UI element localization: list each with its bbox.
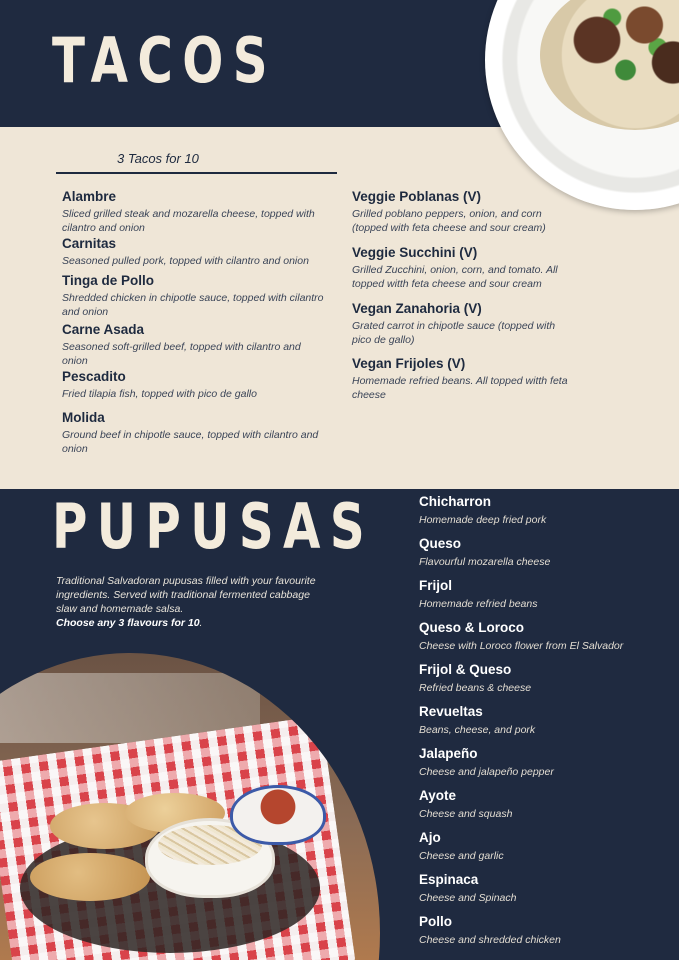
flavor-desc: Homemade deep fried pork [419,514,547,526]
menu-item [62,272,327,319]
flavor-name: Ayote [419,788,457,803]
flavor-name: Jalapeño [419,746,478,761]
tacos-title: TACOS [52,24,277,97]
menu-item [352,300,572,347]
menu-item [352,355,582,402]
flavor-name: Pollo [419,914,452,929]
menu-item-desc: Grilled Zucchini, onion, corn, and tomato. All topped witth feta cheese and sour cream [352,264,558,290]
flavor-desc: Beans, cheese, and pork [419,724,536,736]
menu-item-desc: Grilled poblano peppers, onion, and corn (topped with feta cheese and sour cream) [352,208,546,234]
flavor-item [419,745,669,779]
flavor-item [419,493,669,527]
flavor-desc: Cheese and squash [419,808,513,820]
menu-item-desc: Seasoned pulled pork, topped with cilantro and onion [62,255,309,267]
flavor-name: Revueltas [419,704,483,719]
flavor-name: Espinaca [419,872,479,887]
flavor-name: Frijol & Queso [419,662,512,677]
pupusas-choose-suffix: . [199,617,203,629]
tacos-price-label: 3 Tacos for 10 [117,151,199,166]
pupusa [30,853,150,901]
menu-item [62,235,327,268]
flavor-item [419,787,669,821]
flavor-desc: Cheese and Spinach [419,892,517,904]
flavor-item [419,535,669,569]
menu-item-name: Vegan Zanahoria (V) [352,301,482,316]
flavor-name: Queso & Loroco [419,620,525,635]
menu-item-desc: Seasoned soft-grilled beef, topped with cilantro and onion [62,341,301,367]
menu-item-desc: Homemade refried beans. All topped witth feta cheese [352,375,568,401]
flavor-item [419,619,669,653]
menu-item-name: Pescadito [62,369,126,384]
taco-food-image [540,0,679,130]
flavor-name: Chicharron [419,494,492,509]
flavor-desc: Cheese with Loroco flower from El Salvador [419,640,624,652]
pupusas-title: PUPUSAS [52,490,375,563]
menu-item-name: Tinga de Pollo [62,273,155,288]
menu-item-name: Veggie Poblanas (V) [352,189,482,204]
menu-item [62,368,327,401]
menu-item [352,188,572,235]
flavor-desc: Cheese and garlic [419,850,504,862]
salsa-bowl [230,785,326,845]
menu-item-name: Carnitas [62,236,117,251]
flavor-name: Ajo [419,830,441,845]
menu-item [62,409,327,456]
flavor-item [419,871,669,905]
flavor-desc: Refried beans & cheese [419,682,532,694]
flavor-item [419,661,669,695]
menu-item-name: Molida [62,410,105,425]
flavor-item [419,577,669,611]
menu-item-desc: Grated carrot in chipotle sauce (topped with pico de gallo) [352,320,556,346]
menu-item [62,188,327,235]
menu-item-name: Carne Asada [62,322,145,337]
menu-item-name: Veggie Succhini (V) [352,245,478,260]
menu-item-name: Alambre [62,189,117,204]
menu-item-desc: Sliced grilled steak and mozarella cheese, topped with cilantro and onion [62,208,315,234]
pupusas-choose-text: Choose any 3 flavours for 10 [56,617,200,629]
flavor-desc: Homemade refried beans [419,598,538,610]
pupusas-intro [56,574,326,630]
menu-item-desc: Shredded chicken in chipotle sauce, topped with cilantro and onion [62,292,324,318]
pupusas-intro-text: Traditional Salvadoran pupusas filled with your favourite ingredients. Served with traditional fermented cabbage slaw and homemade salsa. [56,575,316,615]
flavor-item [419,913,669,947]
taco-plate-photo [485,0,679,210]
menu-item-name: Vegan Frijoles (V) [352,356,466,371]
flavor-name: Frijol [419,578,452,593]
flavor-desc: Cheese and shredded chicken [419,934,561,946]
menu-item-desc: Ground beef in chipotle sauce, topped with cilantro and onion [62,429,319,455]
flavor-name: Queso [419,536,462,551]
flavor-item [419,829,669,863]
flavor-item [419,703,669,737]
flavor-desc: Flavourful mozarella cheese [419,556,551,568]
menu-item [62,321,327,368]
tacos-divider [56,172,337,174]
flavor-desc: Cheese and jalapeño pepper [419,766,554,778]
menu-item-desc: Fried tilapia fish, topped with pico de gallo [62,388,257,400]
menu-item [352,244,572,291]
